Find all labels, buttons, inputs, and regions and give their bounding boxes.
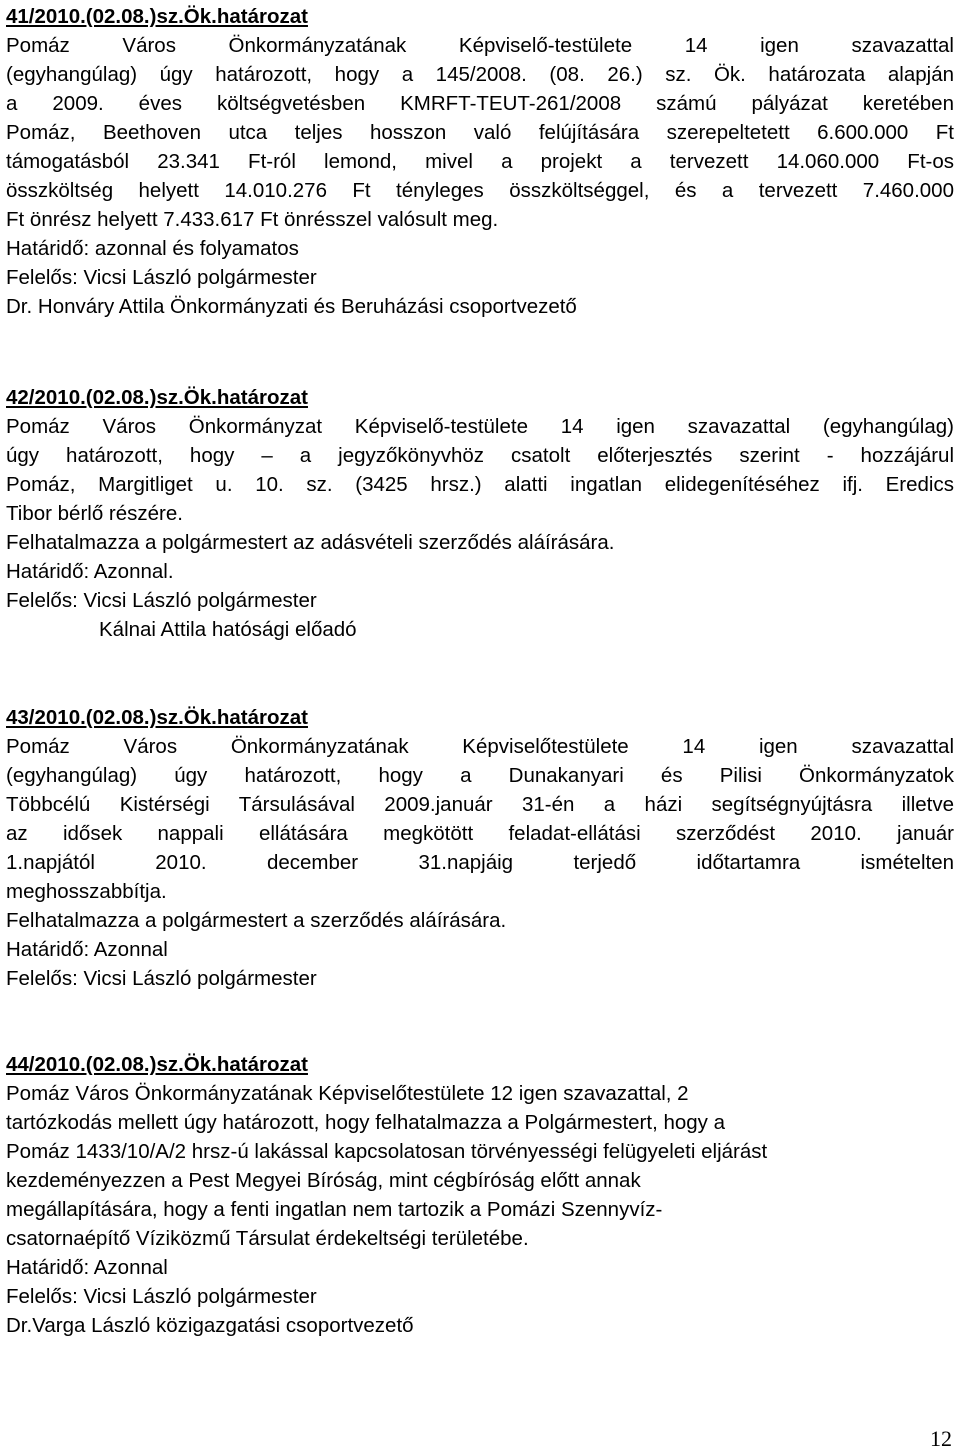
deadline: Határidő: azonnal és folyamatos — [6, 237, 299, 260]
authorization: Felhatalmazza a polgármestert az adásvételi szerződés aláírására. — [6, 531, 615, 554]
resolution-body-line: meghosszabbítja. — [6, 880, 167, 903]
resolution-body-line: Pomáz 1433/10/A/2 hrsz-ú lakással kapcsolatosan törvényességi felügyeleti eljárást — [6, 1140, 768, 1163]
resolution-body-line: összköltség helyett 14.010.276 Ft tényleges összköltséggel, és a tervezett 7.460.000 — [6, 179, 954, 202]
resolution-body-line: 1.napjától 2010. december 31.napjáig terjedő időtartamra ismételten — [6, 851, 954, 874]
resolution-body-line: Pomáz, Beethoven utca teljes hosszon való felújítására szerepeltetett 6.600.000 Ft — [6, 121, 954, 144]
resolution-body-line: Ft önrész helyett 7.433.617 Ft önrésszel valósult meg. — [6, 208, 499, 231]
resolution-body-line: Tibor bérlő részére. — [6, 502, 183, 525]
resolution-body-line: Pomáz Város Önkormányzatának Képviselő-testülete 14 igen szavazattal — [6, 34, 954, 57]
responsible: Felelős: Vicsi László polgármester — [6, 266, 317, 289]
resolution-body-line: kezdeményezzen a Pest Megyei Bíróság, mint cégbíróság előtt annak — [6, 1169, 641, 1192]
resolution-body-line: megállapítására, hogy a fenti ingatlan nem tartozik a Pomázi Szennyvíz- — [6, 1198, 663, 1221]
resolution-body-line: Pomáz, Margitliget u. 10. sz. (3425 hrsz.) alatti ingatlan elidegenítéséhez ifj. Eredics — [6, 473, 954, 496]
resolution-heading: 42/2010.(02.08.)sz.Ök.határozat — [6, 386, 308, 409]
responsible: Felelős: Vicsi László polgármester — [6, 967, 317, 990]
resolution-body-line: az idősek nappali ellátására megkötött feladat-ellátási szerződést 2010. január — [6, 822, 954, 845]
responsible: Felelős: Vicsi László polgármester — [6, 589, 317, 612]
resolution-body-line: Többcélú Kistérségi Társulásával 2009.január 31-én a házi segítségnyújtásra illetve — [6, 793, 954, 816]
deadline: Határidő: Azonnal — [6, 938, 168, 961]
resolution-body-line: tartózkodás mellett úgy határozott, hogy felhatalmazza a Polgármestert, hogy a — [6, 1111, 726, 1134]
resolution-body-line: úgy határozott, hogy – a jegyzőkönyvhöz csatolt előterjesztés szerint - hozzájárul — [6, 444, 954, 467]
resolution-body-line: (egyhangúlag) úgy határozott, hogy a Dunakanyari és Pilisi Önkormányzatok — [6, 764, 954, 787]
resolution-body-line: (egyhangúlag) úgy határozott, hogy a 145/2008. (08. 26.) sz. Ök. határozata alapján — [6, 63, 954, 86]
officer: Kálnai Attila hatósági előadó — [99, 618, 357, 641]
responsible: Felelős: Vicsi László polgármester — [6, 1285, 317, 1308]
deadline: Határidő: Azonnal. — [6, 560, 174, 583]
resolution-body-line: a 2009. éves költségvetésben KMRFT-TEUT-261/2008 számú pályázat keretében — [6, 92, 954, 115]
resolution-body-line: Pomáz Város Önkormányzat Képviselő-testülete 14 igen szavazattal (egyhangúlag) — [6, 415, 954, 438]
resolution-heading: 44/2010.(02.08.)sz.Ök.határozat — [6, 1053, 308, 1076]
resolution-body-line: Pomáz Város Önkormányzatának Képviselőtestülete 14 igen szavazattal — [6, 735, 954, 758]
deadline: Határidő: Azonnal — [6, 1256, 168, 1279]
resolution-heading: 41/2010.(02.08.)sz.Ök.határozat — [6, 5, 308, 28]
resolution-body-line: támogatásból 23.341 Ft-ról lemond, mivel a projekt a tervezett 14.060.000 Ft-os — [6, 150, 954, 173]
resolution-body-line: Pomáz Város Önkormányzatának Képviselőtestülete 12 igen szavazattal, 2 — [6, 1082, 689, 1105]
page-number: 12 — [930, 1426, 952, 1451]
resolution-heading: 43/2010.(02.08.)sz.Ök.határozat — [6, 706, 308, 729]
resolution-body-line: csatornaépítő Víziközmű Társulat érdekeltségi területébe. — [6, 1227, 529, 1250]
authorization: Felhatalmazza a polgármestert a szerződés aláírására. — [6, 909, 507, 932]
coordinator: Dr. Honváry Attila Önkormányzati és Beruházási csoportvezető — [6, 295, 577, 318]
coordinator: Dr.Varga László közigazgatási csoportvezető — [6, 1314, 414, 1337]
